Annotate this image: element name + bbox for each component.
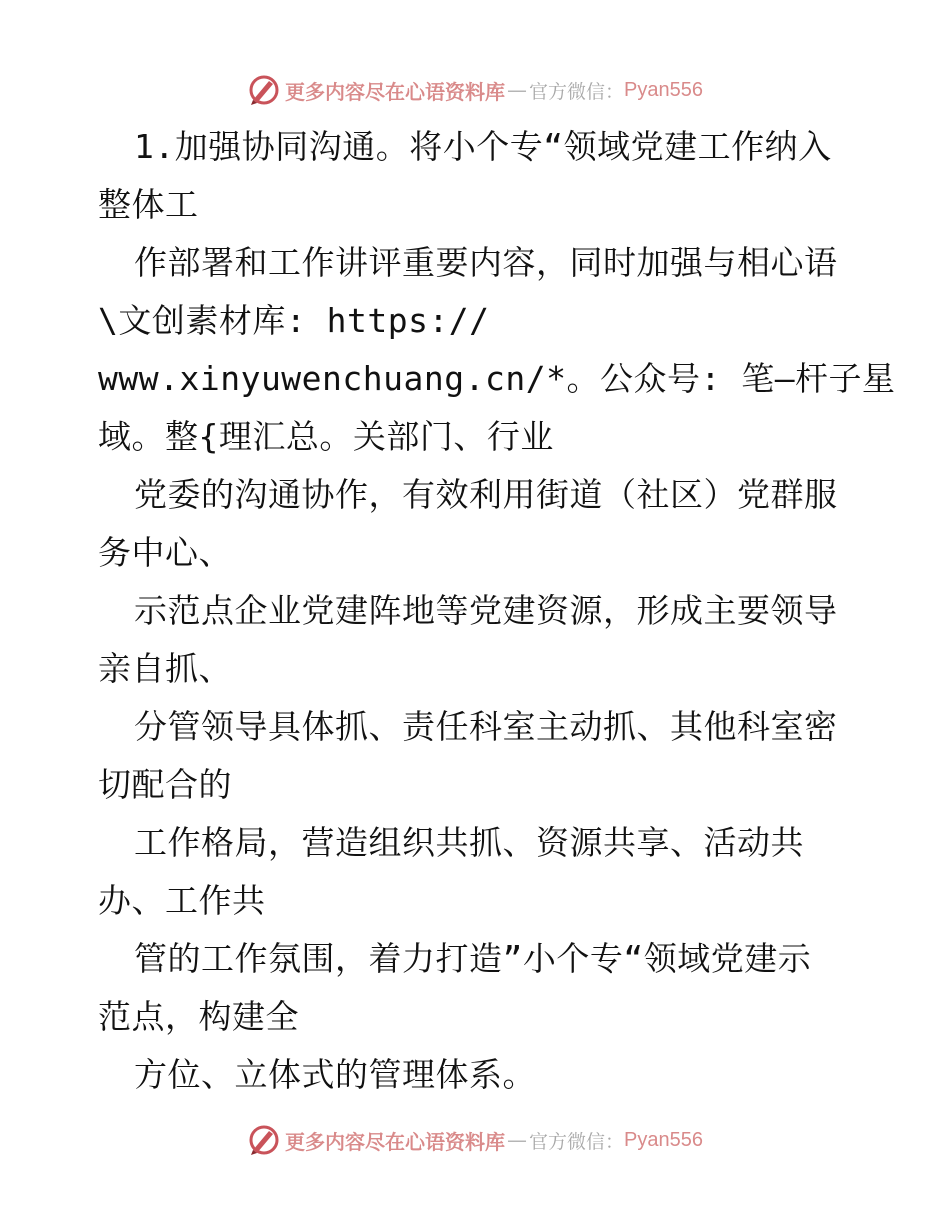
watermark-wechat-label: 官方微信：: [529, 1130, 625, 1153]
body-line: 工作格局，营造组织共抓、资源共享、活动共: [134, 823, 804, 862]
body-line: 办、工作共: [98, 881, 266, 920]
body-line: 示范点企业党建阵地等党建资源，形成主要领导: [134, 591, 838, 630]
watermark-site-text: 更多内容尽在心语资料库: [285, 79, 505, 104]
body-line: 方位、立体式的管理体系。: [134, 1055, 536, 1094]
watermark-wechat-id: Pyan556: [624, 78, 703, 101]
body-line: 1.加强协同沟通。将小个专“领域党建工作纳入: [134, 127, 832, 166]
watermark-separator: —: [507, 1128, 527, 1152]
body-line: 务中心、: [98, 533, 232, 572]
body-line: 域。整{理汇总。关部门、行业: [98, 417, 554, 456]
body-line: 分管领导具体抓、责任科室主动抓、其他科室密: [134, 707, 838, 746]
body-line: 范点，构建全: [98, 997, 299, 1036]
watermark-header: [0, 70, 950, 110]
document-body: [98, 118, 896, 1104]
body-line: \文创素材库: https://: [98, 301, 490, 340]
watermark-separator: —: [507, 78, 527, 102]
body-line: 切配合的: [98, 765, 232, 804]
body-line: www.xinyuwenchuang.cn/*。公众号: 笔—杆子星: [98, 359, 896, 398]
body-line: 整体工: [98, 185, 199, 224]
watermark-wechat-id: Pyan556: [624, 1128, 703, 1151]
body-line: 党委的沟通协作，有效利用街道（社区）党群服: [134, 475, 838, 514]
body-line: 管的工作氛围，着力打造”小个专“领域党建示: [134, 939, 812, 978]
body-line: 亲自抓、: [98, 649, 232, 688]
watermark-wechat-label: 官方微信：: [529, 80, 625, 103]
watermark-footer: [0, 1120, 950, 1160]
pen-logo-icon: [247, 73, 281, 107]
pen-logo-icon: [247, 1123, 281, 1157]
watermark-site-text: 更多内容尽在心语资料库: [285, 1129, 505, 1154]
body-line: 作部署和工作讲评重要内容，同时加强与相心语: [134, 243, 838, 282]
